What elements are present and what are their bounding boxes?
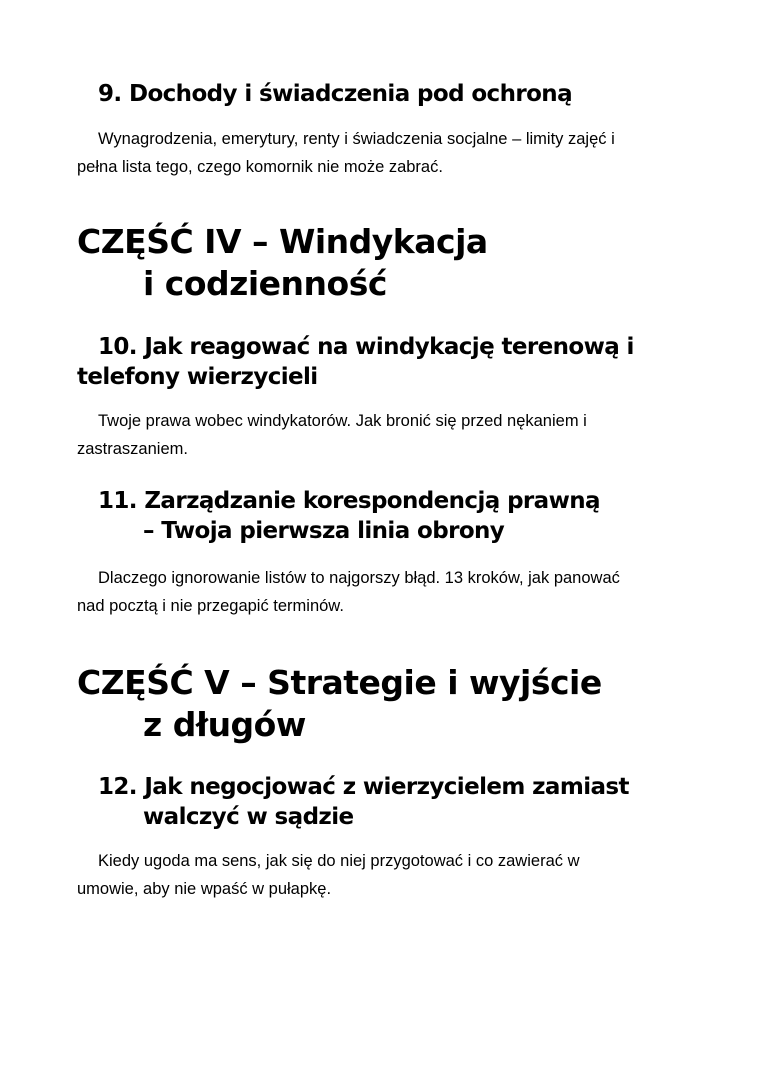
section-12-title-line: walczyć w sądzie	[143, 804, 354, 830]
section-9-description	[77, 125, 615, 181]
section-10-title-line: 10. Jak reagować na windykację terenową i	[98, 334, 634, 360]
section-10-desc-line: Twoje prawa wobec windykatorów. Jak bronić się przed nękaniem i	[98, 412, 587, 430]
part-4-heading	[77, 221, 488, 305]
section-11-desc-line: nad pocztą i nie przegapić terminów.	[77, 597, 344, 615]
section-10-title-line: telefony wierzycieli	[77, 364, 318, 390]
part-5-title-line: CZĘŚĆ V – Strategie i wyjście	[77, 663, 602, 702]
section-11-description	[77, 564, 620, 620]
section-10-description	[77, 407, 587, 463]
section-11-desc-line: Dlaczego ignorowanie listów to najgorszy błąd. 13 kroków, jak panować	[98, 569, 620, 587]
part-4-title-line: i codzienność	[143, 264, 387, 303]
section-10-desc-line: zastraszaniem.	[77, 440, 188, 458]
section-9-heading	[98, 79, 572, 109]
part-5-heading	[77, 662, 602, 746]
section-11-heading	[98, 486, 600, 546]
section-12-desc-line: umowie, aby nie wpaść w pułapkę.	[77, 880, 332, 898]
section-12-description	[77, 847, 580, 903]
part-5-title-line: z długów	[143, 705, 306, 744]
section-12-heading	[98, 772, 629, 832]
section-11-title-line: – Twoja pierwsza linia obrony	[143, 518, 505, 544]
section-9-desc-line: Wynagrodzenia, emerytury, renty i świadczenia socjalne – limity zajęć i	[98, 130, 615, 148]
part-4-title-line: CZĘŚĆ IV – Windykacja	[77, 222, 488, 261]
section-10-heading	[77, 332, 634, 392]
section-12-desc-line: Kiedy ugoda ma sens, jak się do niej przygotować i co zawierać w	[98, 852, 580, 870]
section-12-title-line: 12. Jak negocjować z wierzycielem zamiast	[98, 774, 629, 800]
section-11-title-line: 11. Zarządzanie korespondencją prawną	[98, 488, 600, 514]
section-9-title: 9. Dochody i świadczenia pod ochroną	[98, 81, 573, 107]
section-9-desc-line: pełna lista tego, czego komornik nie może zabrać.	[77, 158, 443, 176]
